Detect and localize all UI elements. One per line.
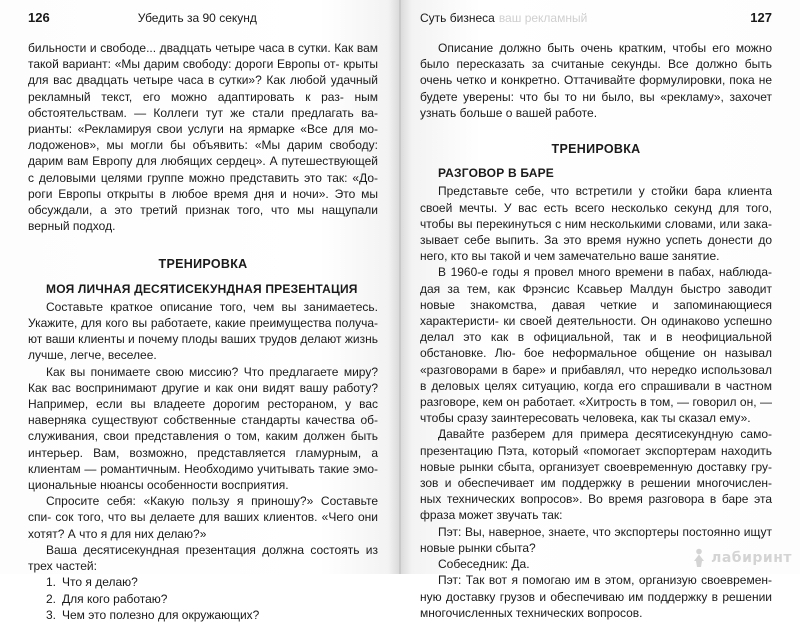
running-head-bleed: ваш рекламный (498, 11, 588, 25)
text-line: бое неформальное общение он называл «разговорами в (420, 346, 772, 377)
text-line: Составьте краткое описание того, чем вы занимаетесь. (46, 299, 378, 314)
text-line: циональные нюансы особенности восприятия. (28, 478, 289, 493)
text-line: узнать больше о вашей работе. (420, 105, 598, 120)
text-line: с деловыми целями группе можно представить это так: «До- (28, 170, 378, 185)
text-line: ным обстоятельствам. — Коллеги тут же стали предлагать ва- (28, 89, 378, 120)
text-line: дая за тем, как Фрэнсис Ксавьер Малдун быстро заводит новые (420, 281, 772, 312)
list-item (46, 607, 378, 623)
right-body-text (420, 40, 772, 621)
text-line: вам такой вариант: «Мы дарим свободу: дороги Европы от- (28, 41, 378, 72)
figure-icon (691, 548, 707, 568)
book-gutter (399, 0, 401, 574)
text-line: баре» и прибавлял, что нередко использовал в деловых целях (420, 362, 772, 393)
text-line: фраза может звучать так: (420, 508, 563, 523)
text-line: зывает себе выпить. За это время нужно успеть донести до (420, 233, 772, 248)
text-line: Укажите, для кого вы работаете, какие преимущества получа- (28, 316, 378, 331)
left-page (0, 0, 400, 622)
text-line: Например, если вы владеете дорогим рестораном, у вас (28, 397, 378, 412)
text-line: жизнь лучше, легче, веселее. (28, 332, 378, 363)
text-line: ки своей деятельности. Он одинаково успешно делал это (420, 314, 772, 345)
paragraph (28, 364, 378, 494)
left-page-header (28, 10, 378, 28)
text-line: бильности и свободе... двадцать четыре часа в сутки. Как (28, 41, 354, 55)
text-line: Пэт: Так вот я помогаю им в этом, организую своевремен- (438, 573, 772, 588)
text-line: зов и обеспечивает им поддержку в решении многочислен- (420, 476, 772, 491)
paragraph (28, 299, 378, 364)
list-number: 2. (46, 591, 57, 606)
running-head-text: Суть бизнеса (420, 11, 495, 25)
text-line: Давайте разберем для примера десятисекундную само- (438, 427, 772, 442)
list-number: 1. (46, 575, 57, 590)
paragraph (420, 183, 772, 264)
left-body-text (28, 40, 378, 623)
running-head: Убедить за 90 секунд (137, 11, 257, 25)
text-line: Описание должно быть очень кратким, чтобы его можно (438, 41, 772, 55)
text-line: презентацию Пэта, который «помогает экспортерам находить (420, 443, 772, 458)
text-line: удачный рекламный текст, его можно адаптировать к раз- (28, 73, 378, 104)
list-text: Что я делаю? (62, 575, 138, 590)
dialogue-line (420, 572, 772, 621)
text-line: как в официальной, так и в неофициальной обстановке. Лю- (420, 330, 772, 361)
training-heading: ТРЕНИРОВКА (551, 142, 641, 157)
right-page (400, 0, 800, 620)
text-line: Как вы понимаете свою миссию? Что предлагаете миру? (46, 364, 378, 379)
text-line: вы перекинуться с ним несколькими словами, или зака- (457, 216, 772, 231)
text-line: новые рынки сбыта, организует своевременную доставку гру- (420, 459, 772, 474)
text-line: него, кто вы такой и чем замечательно ваше занятие. (420, 249, 720, 264)
right-page-header (420, 10, 772, 28)
text-line: заинтересовать человека, как ты сказал ему». (491, 411, 751, 426)
paragraph (28, 542, 378, 574)
text-line: сок того, что вы делаете для ваших клиентов. «Чего они хотят? (28, 510, 378, 541)
page-number: 126 (28, 10, 50, 25)
intro-paragraph (28, 40, 378, 234)
text-line: интерьер. Вам, возможно, представляется гламурным, а (28, 445, 378, 460)
text-line: лодоженов», мы могли бы объявить: «Мы дарим свободу: (28, 138, 378, 153)
text-line: Спросите себя: «Какую пользу я приношу?» Составьте спи- (28, 494, 378, 525)
text-line: трех частей: (28, 559, 97, 574)
text-line: А что я для них делаю?» (67, 526, 207, 541)
paragraph (28, 493, 378, 542)
text-line: крыты для вас двадцать четыре часа в сутки»? Как любой (28, 57, 378, 88)
text-line: обсуждали, а это третий признак того, что мы нащупали (28, 203, 378, 218)
dialogue (420, 524, 772, 621)
page-number: 127 (750, 10, 772, 25)
text-line: своей мечты. У вас есть всего несколько секунд для того, чтобы (420, 200, 772, 231)
text-line: наверняка существуют собственные стандарты качества об- (28, 413, 378, 428)
text-line: Как вас воспринимают другие и как они видят вашу работу? (28, 380, 378, 395)
text-line: ных технических вопросов». Во время разговора в баре эта (420, 492, 772, 507)
text-line: ную доставку грузов и обеспечиваю им поддержку в решении (420, 589, 772, 604)
text-line: Представьте себе, что встретили у стойки бара клиента (438, 184, 772, 199)
paragraph (420, 264, 772, 426)
paragraph (420, 426, 772, 523)
text-line: клиентам — романтичным. Необходимо учитывать такие эмо- (28, 461, 378, 476)
text-line: Пэт: Вы, наверное, знаете, что экспортеры постоянно ищут (438, 524, 772, 539)
intro-paragraph (420, 40, 772, 121)
text-line: дарим вам Европу для любящих сердец». А путешествующей (28, 154, 378, 169)
text-line: ют ваши клиенты и почему плоды ваших трудов делают (28, 332, 342, 347)
list-text: Для кого работаю? (62, 591, 168, 606)
text-line: служивания, свои представления о том, каким должен быть (28, 429, 378, 444)
list-number: 3. (46, 607, 57, 622)
running-head (420, 11, 750, 25)
text-line: многочисленных технических вопросов. (420, 605, 643, 620)
text-line: новые рынки сбыта? (420, 540, 536, 555)
text-line: В 1960-е годы я провел много времени в пабах, наблюда- (438, 265, 772, 280)
text-line: не будете уверены: что бы то ни было, вы «рекламу», захочет (420, 73, 772, 104)
text-line: рианты: «Рекламируя свои услуги на ярмарке «Все для мо- (28, 122, 378, 137)
text-line: Ваша десятисекундная презентация должна состоять из (46, 542, 378, 557)
text-line: очень четко и конкретно. Оттачивайте формулировки, пока (420, 73, 755, 88)
text-line: было пересказать за считаные секунды. Все должно быть (420, 57, 772, 72)
watermark-text: лабиринт (711, 550, 792, 566)
list-text: Чем это полезно для окружающих? (62, 607, 260, 622)
text-line: он работает. «Хитрость в том, — говорил он, — чтобы сразу (420, 395, 772, 426)
text-line: Собеседник: Да. (438, 557, 530, 572)
text-line: знакомства, давая четкие и запоминающиеся характеристи- (420, 297, 772, 329)
text-line: верный подход. (28, 219, 116, 234)
text-line: роги Европы открыты в любое время дня и ночи». Это мы (28, 186, 378, 201)
publisher-watermark (691, 548, 792, 568)
exercise-heading: РАЗГОВОР В БАРЕ (438, 166, 554, 181)
training-heading: ТРЕНИРОВКА (158, 257, 248, 272)
list-item (46, 591, 378, 607)
numbered-list (28, 574, 378, 623)
text-line: ситуацию, когда его спрашивали в частном разговоре, кем (420, 378, 772, 410)
list-item (46, 574, 378, 590)
exercise-heading: МОЯ ЛИЧНАЯ ДЕСЯТИСЕКУНДНАЯ ПРЕЗЕНТАЦИЯ (46, 281, 358, 296)
